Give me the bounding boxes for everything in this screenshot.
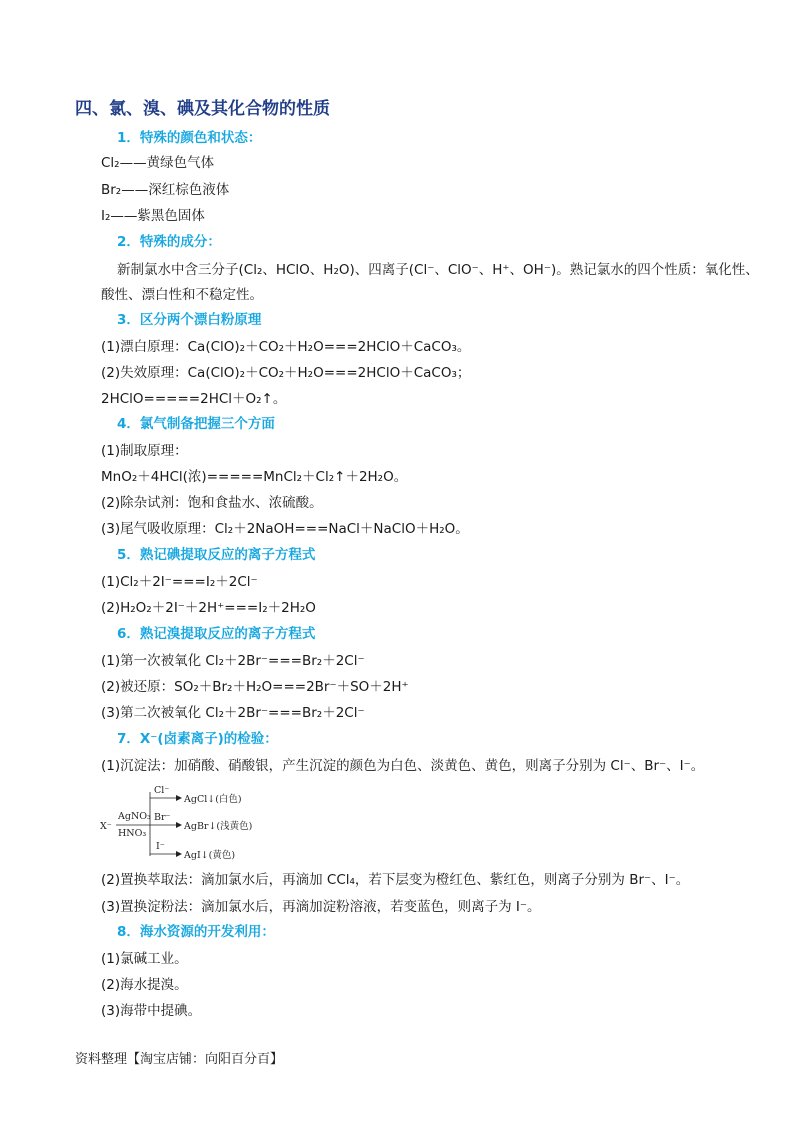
equation-line: (1)漂白原理：Ca(ClO)₂＋CO₂＋H₂O===2HClO＋CaCO₃。 — [101, 339, 471, 355]
equation-line: 2HClO=====2HCl＋O₂↑。 — [101, 391, 287, 407]
diagram-product-agi: AgI↓(黄色) — [184, 850, 236, 861]
diagram-x-ion: X⁻ — [100, 821, 112, 832]
heading-bromine-extraction: 6．熟记溴提取反应的离子方程式 — [117, 626, 316, 642]
heading-halide-test: 7．X⁻(卤素离子)的检验： — [117, 731, 278, 747]
equation-line: (1)第一次被氧化 Cl₂＋2Br⁻===Br₂＋2Cl⁻ — [101, 653, 365, 669]
paragraph-line: 新制氯水中含三分子(Cl₂、HClO、H₂O)、四离子(Cl⁻、ClO⁻、H⁺、OH⁻)。熟记氯水的四个性质：氧化性、 — [117, 262, 759, 278]
diagram-product-agbr: AgBr↓(浅黄色) — [184, 821, 253, 832]
halide-test-diagram — [98, 784, 358, 862]
text-line: Cl₂——黄绿色气体 — [101, 155, 215, 171]
list-item: (3)海带中提碘。 — [101, 1003, 202, 1019]
section-title: 四、氯、溴、碘及其化合物的性质 — [75, 99, 330, 119]
heading-iodine-extraction: 5．熟记碘提取反应的离子方程式 — [117, 547, 316, 563]
equation-line: (1)Cl₂＋2I⁻===I₂＋2Cl⁻ — [101, 574, 258, 590]
footer-note: 资料整理【淘宝店铺：向阳百分百】 — [75, 1052, 284, 1067]
heading-special-components: 2．特殊的成分： — [117, 234, 221, 250]
text-line: (1)制取原理： — [101, 443, 188, 459]
diagram-reagent-bottom: HNO₃ — [118, 828, 147, 839]
diagram-product-agcl: AgCl↓(白色) — [184, 794, 242, 805]
diagram-ion-i: I⁻ — [156, 841, 165, 852]
heading-seawater-resources: 8．海水资源的开发利用： — [117, 924, 275, 940]
equation-line: (2)失效原理：Ca(ClO)₂＋CO₂＋H₂O===2HClO＋CaCO₃； — [101, 365, 471, 381]
equation-line: MnO₂＋4HCl(浓)=====MnCl₂＋Cl₂↑＋2H₂O。 — [101, 469, 408, 485]
text-line: (2)置换萃取法：滴加氯水后，再滴加 CCl₄，若下层变为橙红色、紫红色，则离子分别为 Br⁻、I⁻。 — [101, 872, 690, 888]
heading-bleaching-powder: 3．区分两个漂白粉原理 — [117, 312, 262, 328]
paragraph-line: 酸性、漂白性和不稳定性。 — [101, 287, 263, 303]
equation-line: (3)尾气吸收原理：Cl₂＋2NaOH===NaCl＋NaClO＋H₂O。 — [101, 521, 469, 537]
diagram-reagent-top: AgNO₃ — [118, 811, 151, 822]
text-line: I₂——紫黑色固体 — [101, 208, 205, 224]
equation-line: (2)被还原：SO₂＋Br₂＋H₂O===2Br⁻＋SO＋2H⁺ — [101, 679, 409, 695]
text-line: (2)除杂试剂：饱和食盐水、浓硫酸。 — [101, 495, 323, 511]
diagram-ion-cl: Cl⁻ — [154, 785, 170, 796]
heading-chlorine-preparation: 4．氯气制备把握三个方面 — [117, 416, 275, 432]
list-item: (1)氯碱工业。 — [101, 951, 188, 967]
text-line: (1)沉淀法：加硝酸、硝酸银，产生沉淀的颜色为白色、淡黄色、黄色，则离子分别为 Cl⁻、Br⁻、I⁻。 — [101, 758, 705, 774]
list-item: (2)海水提溴。 — [101, 977, 188, 993]
text-line: (3)置换淀粉法：滴加氯水后，再滴加淀粉溶液，若变蓝色，则离子为 I⁻。 — [101, 899, 541, 915]
text-line: Br₂——深红棕色液体 — [101, 182, 230, 198]
diagram-ion-br: Br⁻ — [154, 812, 171, 823]
heading-colors-states: 1．特殊的颜色和状态： — [117, 130, 262, 146]
equation-line: (3)第二次被氧化 Cl₂＋2Br⁻===Br₂＋2Cl⁻ — [101, 705, 365, 721]
equation-line: (2)H₂O₂＋2I⁻＋2H⁺===I₂＋2H₂O — [101, 600, 316, 616]
